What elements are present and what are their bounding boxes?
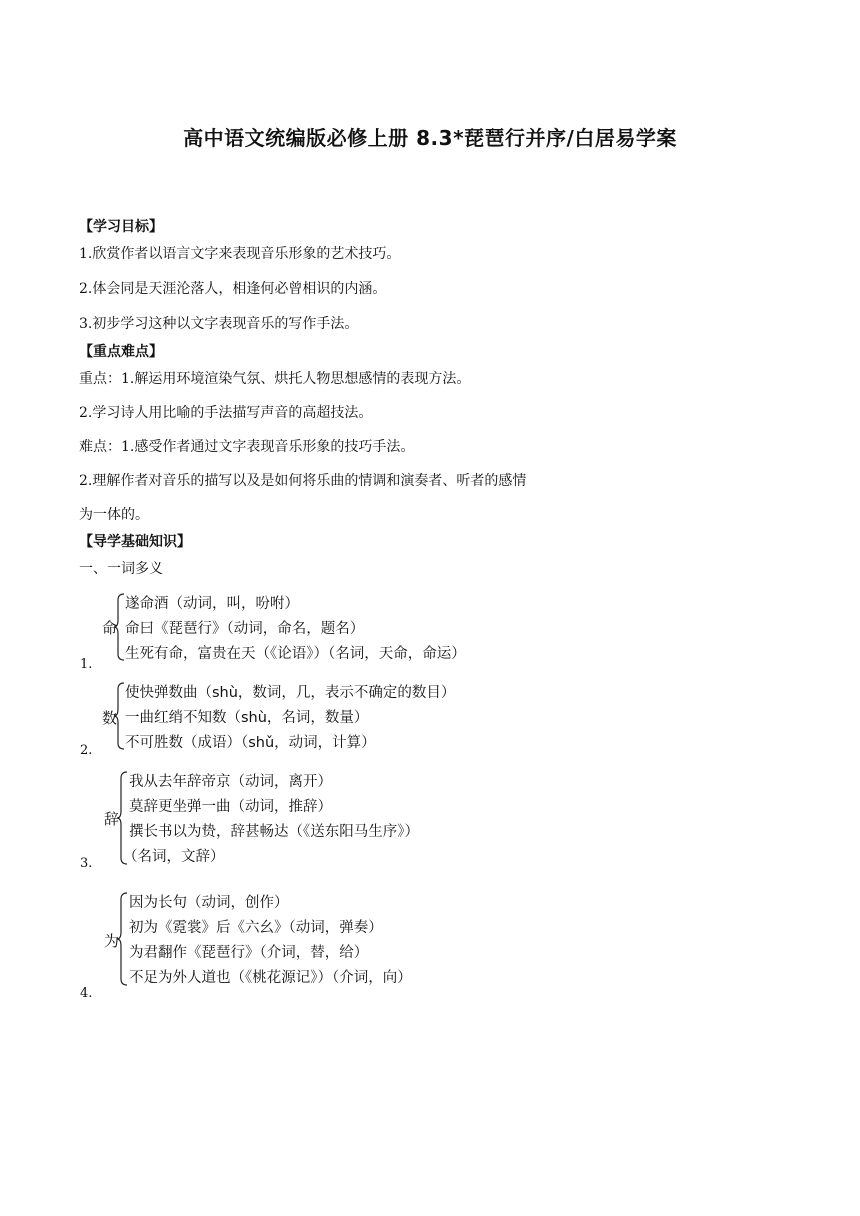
objective-item-1: 1.欣赏作者以语言文字来表现音乐形象的艺术技巧。 — [79, 246, 401, 262]
entry: 不可胜数（成语）（shǔ，动词，计算） — [125, 735, 376, 751]
entry: 使快弹数曲（shù，数词，几，表示不确定的数目） — [125, 685, 456, 701]
page-title: 高中语文统编版必修上册 8.3*琵琶行并序/白居易学案 — [183, 126, 677, 150]
headword: 辞 — [104, 810, 120, 828]
headword: 数 — [102, 709, 118, 727]
objective-item-3: 3.初步学习这种以文字表现音乐的写作手法。 — [79, 316, 359, 332]
section-title: 一、一词多义 — [79, 561, 163, 577]
entry: 不足为外人道也（《桃花源记》）（介词，向） — [129, 970, 412, 986]
key-points-heading: 【重点难点】 — [79, 344, 163, 360]
guide-heading: 【导学基础知识】 — [79, 534, 191, 550]
key-point-item-5: 为一体的。 — [79, 507, 149, 523]
key-point-item-3: 难点：1.感受作者通过文字表现音乐形象的技巧手法。 — [79, 439, 415, 455]
key-point-item-1: 重点：1.解运用环境渲染气氛、烘托人物思想感情的表现方法。 — [79, 371, 471, 387]
entry: 初为《霓裳》后《六幺》（动词，弹奏） — [129, 920, 383, 936]
group-number: 3. — [80, 856, 93, 871]
group-number: 4. — [80, 986, 93, 1001]
objectives-heading: 【学习目标】 — [79, 219, 163, 235]
headword: 为 — [104, 932, 120, 950]
entry: 为君翻作《琵琶行》（介词，替，给） — [129, 945, 369, 961]
objective-item-2: 2.体会同是天涯沦落人，相逢何必曾相识的内涵。 — [79, 281, 387, 297]
entry: 撰长书以为贽，辞甚畅达（《送东阳马生序》） — [129, 824, 419, 840]
entry: 命曰《琵琶行》（动词，命名，题名） — [125, 621, 365, 637]
key-point-item-2: 2.学习诗人用比喻的手法描写声音的高超技法。 — [79, 405, 373, 421]
entry: （名词，文辞） — [123, 849, 225, 865]
entry: 生死有命，富贵在天（《论语》）（名词，天命，命运） — [125, 646, 466, 662]
entry: 遂命酒（动词，叫，吩咐） — [125, 596, 299, 612]
entry: 我从去年辞帝京（动词，离开） — [129, 774, 332, 790]
entry: 莫辞更坐弹一曲（动词，推辞） — [129, 799, 332, 815]
group-number: 1. — [80, 657, 93, 672]
headword: 命 — [102, 619, 118, 637]
entry: 一曲红绡不知数（shù，名词，数量） — [125, 710, 369, 726]
brace-icon — [117, 891, 129, 987]
group-number: 2. — [80, 743, 93, 758]
entry: 因为长句（动词，创作） — [129, 895, 289, 911]
key-point-item-4: 2.理解作者对音乐的描写以及是如何将乐曲的情调和演奏者、听者的感情 — [79, 473, 527, 489]
